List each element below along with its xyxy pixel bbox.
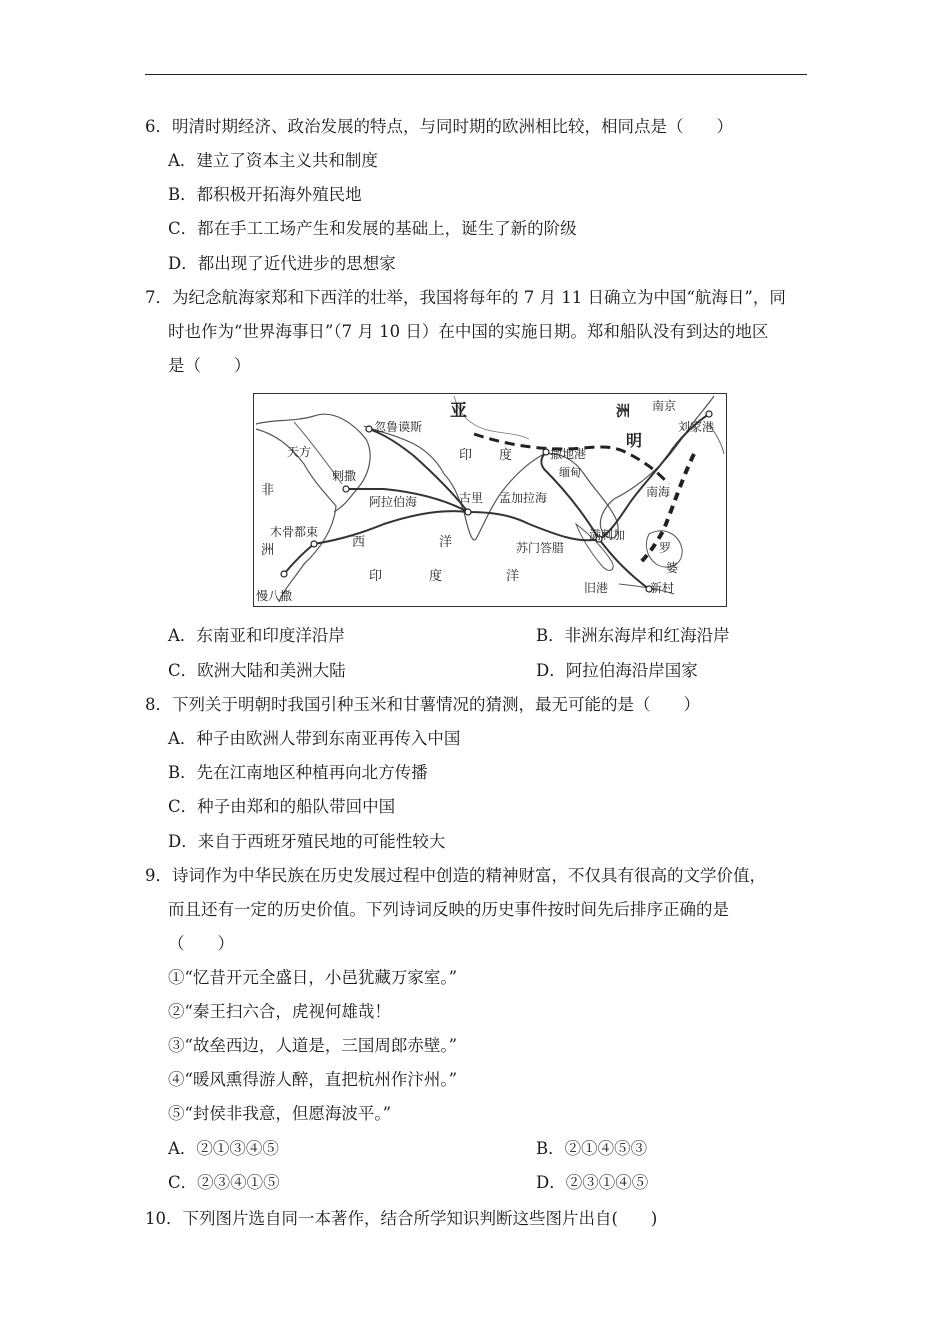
q9-stem-line-2: 而且还有一定的历史价值。下列诗词反映的历史事件按时间先后排序正确的是 [168,900,729,919]
label-suomendala: 苏门答腊 [516,541,565,555]
label-tianfang: 天方 [287,445,312,459]
label-luo: 罗 [659,541,672,555]
label-yang2: 洋 [506,569,520,584]
q6-option-d[interactable]: D．都出现了近代进步的思想家 [168,254,396,273]
q9-poem-5: ⑤“封侯非我意，但愿海波平。” [168,1104,392,1123]
q7-option-b[interactable]: B．非洲东海岸和红海沿岸 [536,626,730,645]
label-po: 婆 [666,561,679,575]
label-xi: 西 [352,535,366,550]
q8-option-d[interactable]: D．来自于西班牙殖民地的可能性较大 [168,832,446,851]
label-zhou: 洲 [616,404,630,420]
label-jiugang: 旧港 [584,581,609,595]
label-miandian: 缅甸 [559,466,581,479]
label-manlajia: 满剌加 [589,528,626,542]
label-mugudushu: 木骨都束 [270,525,319,539]
q7-option-c[interactable]: C．欧洲大陆和美洲大陆 [168,661,346,680]
q7-stem-line-1: 7．为纪念航海家郑和下西洋的壮举，我国将每年的 7 月 11 日确立为中国“航海日”，同 [145,288,786,307]
q7-stem-line-2: 时也作为“世界海事日”（7 月 10 日）在中国的实施日期。郑和船队没有到达的地区 [168,322,769,341]
label-manbasa: 慢八撒 [256,589,293,603]
q8-stem: 8．下列关于明朝时我国引种玉米和甘薯情况的猜测，最无可能的是（ ） [145,695,700,714]
label-yin: 印 [459,448,473,463]
q9-poem-4: ④“暖风熏得游人醉，直把杭州作汴州。” [168,1070,458,1089]
port-hormuz [366,426,372,432]
label-liujiagang: 刘家港 [678,420,715,434]
q8-option-b[interactable]: B．先在江南地区种植再向北方传播 [168,763,428,782]
q9-option-a[interactable]: A．②①③④⑤ [168,1139,279,1158]
label-du2: 度 [429,569,443,584]
q9-stem-line-3: （ ） [168,934,234,953]
port-lasa [343,486,349,492]
q9-option-b[interactable]: B．②①④⑤③ [536,1139,648,1158]
label-ya: 亚 [450,401,467,421]
port-mombasa [281,571,287,577]
label-sadigang: 撒地港 [550,447,587,461]
q7-option-a[interactable]: A．东南亚和印度洋沿岸 [168,626,345,645]
q8-option-c[interactable]: C．种子由郑和的船队带回中国 [168,797,396,816]
q6-option-b[interactable]: B．都积极开拓海外殖民地 [168,185,362,204]
header-rule [145,74,807,75]
q9-poem-2: ②“秦王扫六合，虎视何雄哉！ [168,1002,391,1021]
q9-poem-3: ③“故垒西边，人道是，三国周郎赤壁。” [168,1036,458,1055]
coastline-indochina [544,454,618,538]
q9-option-d[interactable]: D．②③①④⑤ [536,1173,649,1192]
port-calicut [465,509,471,515]
q6-stem: 6．明清时期经济、政治发展的特点，与同时期的欧洲相比较，相同点是（ ） [145,117,733,136]
label-ming: 明 [626,431,643,450]
label-nanjing: 南京 [652,399,677,413]
label-yin2: 印 [369,569,383,584]
port-mogadishu [311,541,317,547]
q9-option-c[interactable]: C．②③④①⑤ [168,1173,280,1192]
q7-option-d[interactable]: D．阿拉伯海沿岸国家 [536,661,698,680]
label-yang: 洋 [439,535,453,550]
label-nanhai: 南海 [646,485,671,499]
label-mengjialahai: 孟加拉海 [499,491,548,505]
label-du: 度 [499,448,513,463]
port-liujiagang [706,411,712,417]
label-guli: 古里 [459,491,484,505]
label-hulumosi: 忽鲁谟斯 [374,420,423,434]
label-xincun: 新村 [650,581,675,595]
q10-stem: 10．下列图片选自同一本著作，结合所学知识判断这些图片出自( ) [145,1209,658,1228]
label-zhou-africa: 洲 [261,543,275,558]
zheng-he-voyage-map [253,393,727,607]
label-alabohai: 阿拉伯海 [369,495,418,509]
port-chittagong [543,449,549,455]
q8-option-a[interactable]: A．种子由欧洲人带到东南亚再传入中国 [168,729,461,748]
q9-stem-line-1: 9．诗词作为中华民族在历史发展过程中创造的精神财富，不仅具有很高的文学价值， [145,866,766,885]
q9-poem-1: ①“忆昔开元全盛日，小邑犹藏万家室。” [168,968,458,987]
q6-option-a[interactable]: A．建立了资本主义共和制度 [168,151,378,170]
q6-option-c[interactable]: C．都在手工工场产生和发展的基础上，诞生了新的阶级 [168,219,577,238]
label-lasa: 剌撒 [332,469,357,483]
label-fei: 非 [261,483,275,498]
q7-stem-line-3: 是（ ） [168,356,251,375]
